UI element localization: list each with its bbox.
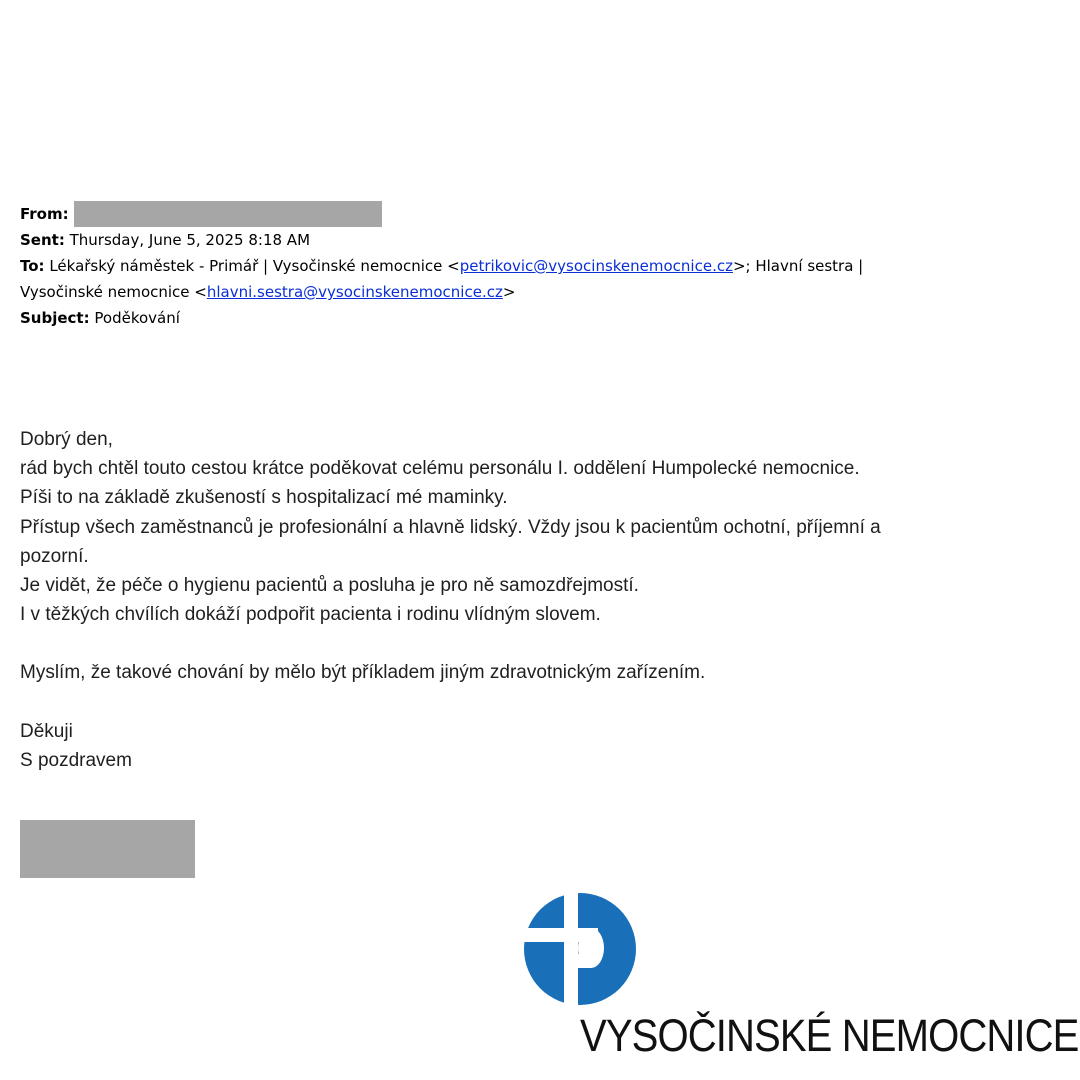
to-label: To: (20, 257, 45, 275)
body-closing: S pozdravem (20, 749, 132, 771)
body-line: Přístup všech zaměstnanců je profesionální a hlavně lidský. Vždy jsou k pacientům ochotní, příjemní a (20, 516, 881, 538)
from-line (20, 201, 1060, 227)
body-line: I v těžkých chvílích dokáží podpořit pacienta i rodinu vlídným slovem. (20, 604, 601, 626)
subject-label: Subject: (20, 309, 90, 327)
sent-line (20, 227, 1060, 253)
to-line-continued (20, 279, 1060, 305)
to-recipient-2-close: > (502, 283, 516, 301)
email-header (20, 201, 1060, 331)
to-recipient-1-name: Lékařský náměstek - Primář | Vysočinské nemocnice < (49, 257, 460, 275)
hospital-cross-logo-icon (524, 893, 636, 1005)
email-body (20, 425, 1070, 775)
subject-line (20, 305, 1060, 331)
body-greeting: Dobrý den, (20, 429, 113, 450)
redacted-signature (20, 820, 195, 878)
body-paragraph-2: Myslím, že takové chování by mělo být příkladem jiným zdravotnickým zařízením. (20, 662, 706, 684)
sent-label: Sent: (20, 231, 65, 249)
logo-wordmark: VYSOČINSKÉ NEMOCNICE (580, 1010, 1079, 1061)
to-recipient-2-name: >; Hlavní sestra | (732, 257, 864, 275)
body-line: pozorní. (20, 545, 89, 567)
body-line: rád bych chtěl touto cestou krátce poděkovat celému personálu I. oddělení Humpolecké nemocnice. (20, 458, 860, 480)
from-label: From: (20, 205, 69, 223)
body-line: Píši to na základě zkušeností s hospitalizací mé maminky. (20, 487, 508, 509)
to-recipient-2-email-link[interactable]: hlavni.sestra@vysocinskenemocnice.cz (206, 283, 503, 301)
redacted-sender (74, 201, 382, 227)
paragraph-spacer (20, 688, 1070, 717)
to-recipient-2-org: Vysočinské nemocnice < (20, 283, 207, 301)
paragraph-spacer (20, 629, 1070, 658)
subject-value: Poděkování (94, 309, 180, 327)
body-thanks: Děkuji (20, 720, 73, 742)
to-line (20, 253, 1060, 279)
to-recipient-1-email-link[interactable]: petrikovic@vysocinskenemocnice.cz (459, 257, 733, 275)
body-line: Je vidět, že péče o hygienu pacientů a posluha je pro ně samozdřejmostí. (20, 575, 639, 597)
sent-value: Thursday, June 5, 2025 8:18 AM (69, 231, 311, 249)
